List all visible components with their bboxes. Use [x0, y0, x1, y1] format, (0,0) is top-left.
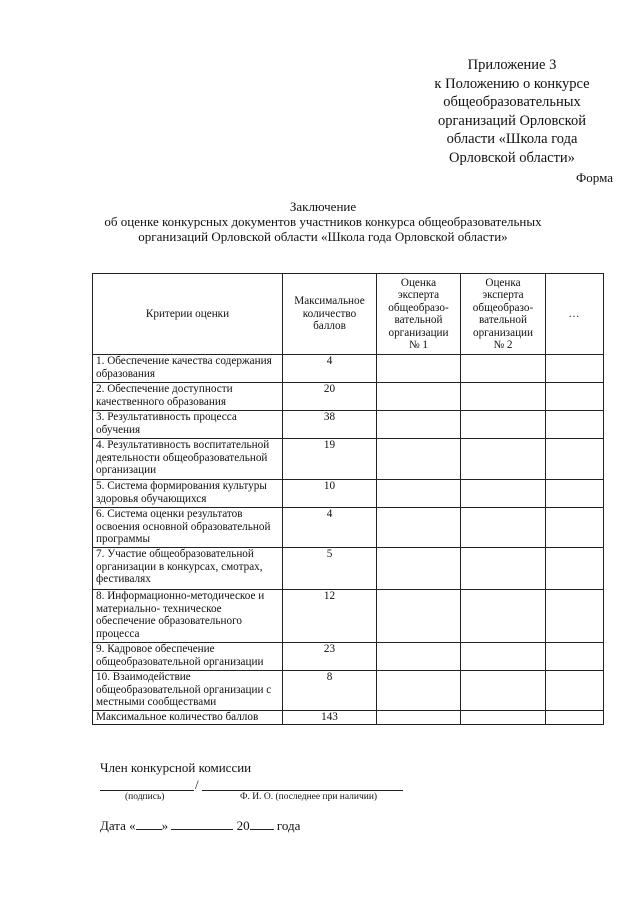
expert1-score-cell: [377, 480, 461, 508]
max-score-cell: 4: [283, 508, 377, 548]
more-score-cell: [546, 671, 604, 711]
header-expert2-line: Оценка: [485, 276, 521, 289]
signature-separator: /: [195, 777, 199, 792]
criterion-cell: 2. Обеспечение доступности качественного образования: [93, 383, 283, 411]
appendix-line: Орловской области»: [449, 149, 575, 166]
expert2-score-cell: [461, 439, 546, 480]
expert2-score-cell: [461, 411, 546, 439]
header-expert2-line: № 2: [493, 339, 513, 351]
table-row: [93, 590, 604, 643]
date-prefix: Дата «: [100, 818, 136, 833]
header-more-experts: …: [546, 274, 604, 355]
max-score-cell: 8: [283, 671, 377, 711]
max-score-cell: 20: [283, 383, 377, 411]
criterion-cell: 3. Результативность процесса обучения: [93, 411, 283, 439]
max-score-cell: 23: [283, 643, 377, 671]
total-label-cell: Максимальное количество баллов: [93, 711, 283, 725]
max-score-cell: 4: [283, 355, 377, 383]
expert2-score-cell: [461, 508, 546, 548]
header-expert-1: [377, 274, 461, 355]
header-expert-2: [461, 274, 546, 355]
expert1-score-cell: [377, 643, 461, 671]
date-suffix: года: [276, 818, 301, 833]
document-heading: [100, 199, 546, 244]
expert2-score-cell: [461, 480, 546, 508]
criterion-cell: 9. Кадровое обеспечение общеобразовательной организации: [93, 643, 283, 671]
table-row: [93, 439, 604, 480]
appendix-line: области «Школа года: [446, 131, 578, 148]
table-header-row: [93, 274, 604, 355]
criterion-cell: 7. Участие общеобразовательной организации в конкурсах, смотрах, фестивалях: [93, 548, 283, 590]
appendix-line: организаций Орловской: [437, 112, 586, 129]
more-total-cell: [546, 711, 604, 725]
criterion-cell: 6. Система оценки результатов освоения основной образовательной программы: [93, 508, 283, 548]
signature-line: [100, 777, 403, 791]
expert2-score-cell: [461, 671, 546, 711]
table-row: [93, 671, 604, 711]
max-score-cell: 10: [283, 480, 377, 508]
expert1-score-cell: [377, 439, 461, 480]
expert2-score-cell: [461, 643, 546, 671]
table-row: [93, 411, 604, 439]
max-score-cell: 38: [283, 411, 377, 439]
form-label: Форма: [576, 170, 613, 185]
table-row: [93, 643, 604, 671]
more-score-cell: [546, 439, 604, 480]
expert1-score-cell: [377, 548, 461, 590]
header-criteria: Критерии оценки: [93, 274, 283, 355]
criterion-cell: 10. Взаимодействие общеобразовательной организации с местными сообществами: [93, 671, 283, 711]
max-score-cell: 19: [283, 439, 377, 480]
expert2-total-cell: [461, 711, 546, 725]
expert2-score-cell: [461, 548, 546, 590]
expert1-score-cell: [377, 411, 461, 439]
max-score-cell: 5: [283, 548, 377, 590]
total-value-cell: 143: [283, 711, 377, 725]
date-day-field: [136, 819, 162, 830]
table-row: [93, 548, 604, 590]
header-expert1-line: Оценка: [400, 276, 437, 289]
date-quote-close: »: [161, 818, 169, 833]
appendix-block: [402, 56, 622, 168]
criterion-cell: 4. Результативность воспитательной деятельности общеобразовательной организации: [93, 439, 283, 480]
header-expert2-line: эксперта: [482, 289, 524, 301]
max-score-cell: 12: [283, 590, 377, 643]
date-line: [100, 818, 300, 834]
date-month-field: [171, 819, 233, 830]
header-max-line: Максимальное: [294, 295, 365, 308]
expert1-score-cell: [377, 383, 461, 411]
signature-caption: (подпись): [125, 792, 165, 802]
expert1-score-cell: [377, 508, 461, 548]
appendix-line: к Положению о конкурсе: [434, 75, 590, 92]
header-expert1-line: № 1: [408, 339, 429, 351]
header-expert1-line: организации: [388, 326, 449, 339]
criterion-cell: 5. Система формирования культуры здоровья обучающихся: [93, 480, 283, 508]
more-score-cell: [546, 383, 604, 411]
table-row: [93, 508, 604, 548]
header-expert2-line: вательной: [479, 314, 527, 326]
criteria-table: [92, 273, 604, 725]
signature-field: [100, 790, 194, 791]
expert2-score-cell: [461, 355, 546, 383]
more-score-cell: [546, 355, 604, 383]
expert1-score-cell: [377, 355, 461, 383]
expert1-total-cell: [377, 711, 461, 725]
header-expert1-line: эксперта: [397, 289, 440, 301]
expert2-score-cell: [461, 590, 546, 643]
fio-caption: Ф. И. О. (последнее при наличии): [240, 792, 378, 802]
table-row: [93, 383, 604, 411]
appendix-line: общеобразовательных: [443, 94, 581, 111]
expert2-score-cell: [461, 383, 546, 411]
heading-line-2: организаций Орловской области «Школа года Орловской области»: [138, 229, 508, 244]
date-year-prefix: 20: [236, 818, 250, 833]
appendix-line: Приложение 3: [467, 57, 557, 73]
header-expert2-line: организации: [472, 326, 534, 339]
header-expert1-line: общеобразо-: [388, 301, 449, 314]
header-max-line: баллов: [313, 320, 346, 333]
fio-field: [202, 790, 403, 791]
more-score-cell: [546, 590, 604, 643]
date-year-field: [250, 819, 274, 830]
table-total-row: [93, 711, 604, 725]
header-max-score: [283, 274, 377, 355]
criterion-cell: 1. Обеспечение качества содержания образования: [93, 355, 283, 383]
header-expert2-line: общеобразо-: [472, 301, 534, 314]
more-score-cell: [546, 643, 604, 671]
more-score-cell: [546, 508, 604, 548]
more-score-cell: [546, 480, 604, 508]
commission-member-label: Член конкурсной комиссии: [100, 760, 252, 775]
heading-title: Заключение: [289, 199, 357, 214]
table-row: [93, 480, 604, 508]
header-expert1-line: вательной: [394, 314, 443, 326]
table-row: [93, 355, 604, 383]
header-max-line: количество: [302, 307, 357, 320]
criterion-cell: 8. Информационно-методическое и материально- техническое обеспечение образовательного процесса: [93, 590, 283, 643]
more-score-cell: [546, 548, 604, 590]
expert1-score-cell: [377, 671, 461, 711]
expert1-score-cell: [377, 590, 461, 643]
heading-line-1: об оценке конкурсных документов участников конкурса общеобразовательных: [104, 214, 542, 229]
more-score-cell: [546, 411, 604, 439]
